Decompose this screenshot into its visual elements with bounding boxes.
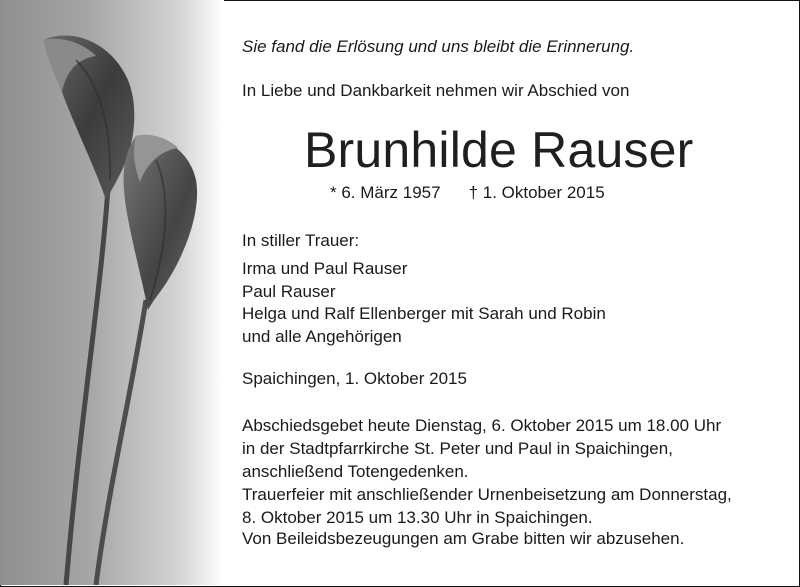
calla-lily-icon [0,0,224,585]
place-date: Spaichingen, 1. Oktober 2015 [242,369,467,388]
service-line: in der Stadtpfarrkirche St. Peter und Paul in Spaichingen, [242,439,673,458]
mourner-line: und alle Angehörigen [242,326,402,346]
mourner-line: Irma und Paul Rauser [242,259,408,278]
deceased-name: Brunhilde Rauser [304,122,694,178]
mourning-label: In stiller Trauer: [242,231,360,250]
condolence-request: Von Beileidsbezeugungen am Grabe bitten wir abzusehen. [242,529,685,548]
service-line: 8. Oktober 2015 um 13.30 Uhr in Spaichingen. [242,508,593,527]
birth-date: * 6. März 1957 [330,183,441,202]
service-details [242,414,732,529]
life-dates [330,182,605,204]
intro-text: In Liebe und Dankbarkeit nehmen wir Abschied von [242,81,630,100]
calla-lily-image [0,0,224,585]
service-line: Abschiedsgebet heute Dienstag, 6. Oktober 2015 um 18.00 Uhr [242,416,722,435]
mourner-line: Helga und Ralf Ellenberger mit Sarah und Robin [242,304,606,323]
motto: Sie fand die Erlösung und uns bleibt die Erinnerung. [242,37,635,56]
service-line: Trauerfeier mit anschließender Urnenbeisetzung am Donnerstag, [242,485,732,504]
death-date: † 1. Oktober 2015 [468,183,605,202]
obituary-content [242,0,790,585]
mourners-list [242,258,606,348]
service-line: anschließend Totengedenken. [242,462,469,481]
mourner-line: Paul Rauser [242,281,336,301]
